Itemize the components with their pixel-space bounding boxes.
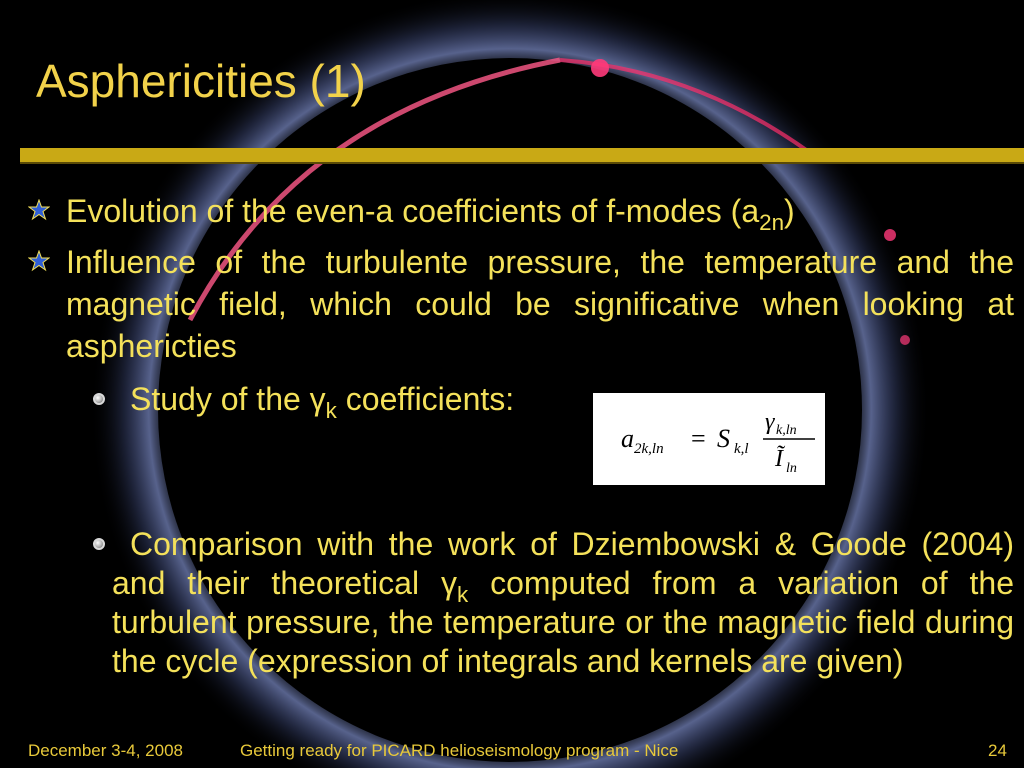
subbullet-study bbox=[130, 380, 580, 423]
gamma-subscript: k bbox=[456, 581, 469, 607]
star-bullet-icon bbox=[28, 250, 50, 272]
eq-s-subscript: k,l bbox=[734, 441, 749, 457]
title-divider bbox=[20, 148, 1024, 162]
eq-lhs-base: a bbox=[621, 424, 634, 453]
gamma-subscript: k bbox=[325, 397, 337, 423]
footer-date: December 3-4, 2008 bbox=[28, 741, 183, 760]
subbullet-text: Comparison with the work of Dziembowski & Goode (2004) and their theoretical bbox=[112, 526, 1014, 601]
equation-formula bbox=[593, 393, 825, 485]
eq-denominator-base: Ĩ bbox=[775, 446, 783, 472]
gamma-symbol: γ bbox=[440, 565, 457, 601]
title-divider-shadow bbox=[20, 162, 1024, 164]
eq-numerator-subscript: k,ln bbox=[776, 423, 797, 438]
bullet-close-paren: ) bbox=[784, 193, 795, 229]
footer-page-number: 24 bbox=[988, 741, 1007, 760]
subbullet-text-end: coefficients: bbox=[336, 381, 515, 417]
slide-title: Asphericities (1) bbox=[36, 55, 366, 107]
bullet-influence: Influence of the turbulente pressure, the temperature and the magnetic field, which could be significative when looking at asphericties bbox=[66, 244, 1014, 364]
eq-denominator-subscript: ln bbox=[786, 461, 797, 476]
subbullet-text-end: computed from a variation of the turbulent pressure, the temperature or the magnetic field during the cycle (expression of integrals and kernels are given) bbox=[112, 565, 1014, 679]
star-bullet-icon bbox=[28, 199, 50, 221]
bullet-text: Evolution of the even-a coefficients of f-modes (a bbox=[66, 193, 760, 229]
footer-event: Getting ready for PICARD helioseismology program - Nice bbox=[240, 741, 679, 760]
subbullet-comparison bbox=[112, 525, 1014, 681]
gamma-symbol: γ bbox=[309, 381, 326, 417]
ring-bullet-icon bbox=[93, 538, 105, 550]
subbullet-text: Study of the bbox=[130, 381, 310, 417]
eq-numerator-base: γ bbox=[765, 409, 775, 435]
bullet-subscript: 2n bbox=[759, 209, 785, 235]
equation-image bbox=[593, 393, 825, 485]
eq-lhs-subscript: 2k,ln bbox=[634, 441, 664, 457]
ring-bullet-icon bbox=[93, 393, 105, 405]
eq-s-base: S bbox=[717, 424, 730, 453]
bullet-even-a-coefficients bbox=[66, 190, 1014, 235]
eq-equals: = bbox=[691, 424, 706, 453]
